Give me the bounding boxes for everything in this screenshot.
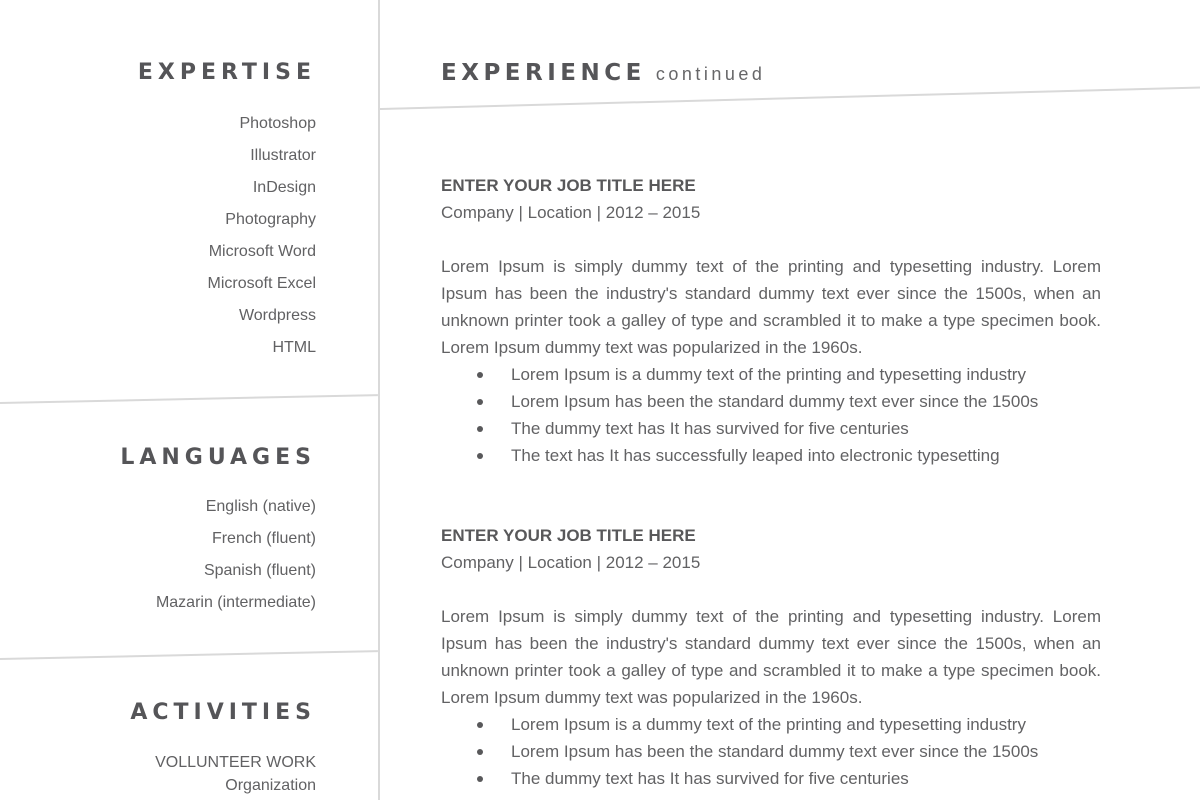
languages-heading: LANGUAGES [120, 445, 316, 470]
activities-heading: ACTIVITIES [130, 700, 316, 725]
expertise-item: InDesign [252, 179, 316, 196]
expertise-item: HTML [272, 339, 316, 356]
activity-item: Organization [225, 777, 316, 794]
job-bullet: The dummy text has It has survived for five centuries [441, 415, 1101, 442]
job-bullet: Lorem Ipsum is a dummy text of the printing and typesetting industry [441, 711, 1101, 738]
activity-item: VOLLUNTEER WORK [155, 754, 316, 771]
language-item: Spanish (fluent) [203, 562, 316, 579]
language-item: French (fluent) [211, 530, 316, 547]
languages-list [156, 491, 316, 619]
language-item: Mazarin (intermediate) [155, 594, 316, 611]
expertise-heading: EXPERTISE [137, 60, 316, 85]
expertise-item: Photography [225, 211, 316, 228]
job-meta: Company | Location | 2012 – 2015 [441, 553, 701, 572]
language-item: English (native) [205, 498, 316, 515]
experience-heading-suffix: continued [655, 64, 766, 84]
job-description: Lorem Ipsum is simply dummy text of the printing and typesetting industry. Lorem Ipsum has been the industry's standard dummy text ever since the 1500s, when an unknown printer took a galley of type and scrambled it to make a type specimen book. Lorem Ipsum dummy text was popularized in the 1960s. [441, 607, 1101, 707]
job-description: Lorem Ipsum is simply dummy text of the printing and typesetting industry. Lorem Ipsum has been the industry's standard dummy text ever since the 1500s, when an unknown printer took a galley of type and scrambled it to make a type specimen book. Lorem Ipsum dummy text was popularized in the 1960s. [441, 257, 1101, 357]
job-bullets [441, 711, 1101, 792]
job-title: ENTER YOUR JOB TITLE HERE [441, 176, 696, 195]
section-divider [0, 394, 378, 404]
expertise-item: Wordpress [238, 307, 316, 324]
job-bullets [441, 361, 1101, 469]
experience-heading-text: EXPERIENCE [441, 60, 646, 86]
job-entry [441, 172, 1101, 469]
activities-list [155, 751, 316, 797]
expertise-item: Illustrator [250, 147, 316, 164]
job-bullet: Lorem Ipsum has been the standard dummy text ever since the 1500s [441, 388, 1101, 415]
job-title: ENTER YOUR JOB TITLE HERE [441, 526, 696, 545]
job-bullet: Lorem Ipsum is a dummy text of the printing and typesetting industry [441, 361, 1101, 388]
header-divider [380, 86, 1200, 110]
job-entry [441, 522, 1101, 792]
job-meta: Company | Location | 2012 – 2015 [441, 203, 701, 222]
main-content [380, 0, 1200, 800]
expertise-item: Photoshop [239, 115, 316, 132]
expertise-list [208, 108, 316, 364]
sidebar [0, 0, 378, 800]
section-divider [0, 650, 378, 660]
expertise-item: Microsoft Word [208, 243, 316, 260]
job-bullet: Lorem Ipsum has been the standard dummy text ever since the 1500s [441, 738, 1101, 765]
expertise-item: Microsoft Excel [207, 275, 316, 292]
experience-heading [441, 60, 765, 86]
job-bullet: The dummy text has It has survived for five centuries [441, 765, 1101, 792]
job-bullet: The text has It has successfully leaped into electronic typesetting [441, 442, 1101, 469]
